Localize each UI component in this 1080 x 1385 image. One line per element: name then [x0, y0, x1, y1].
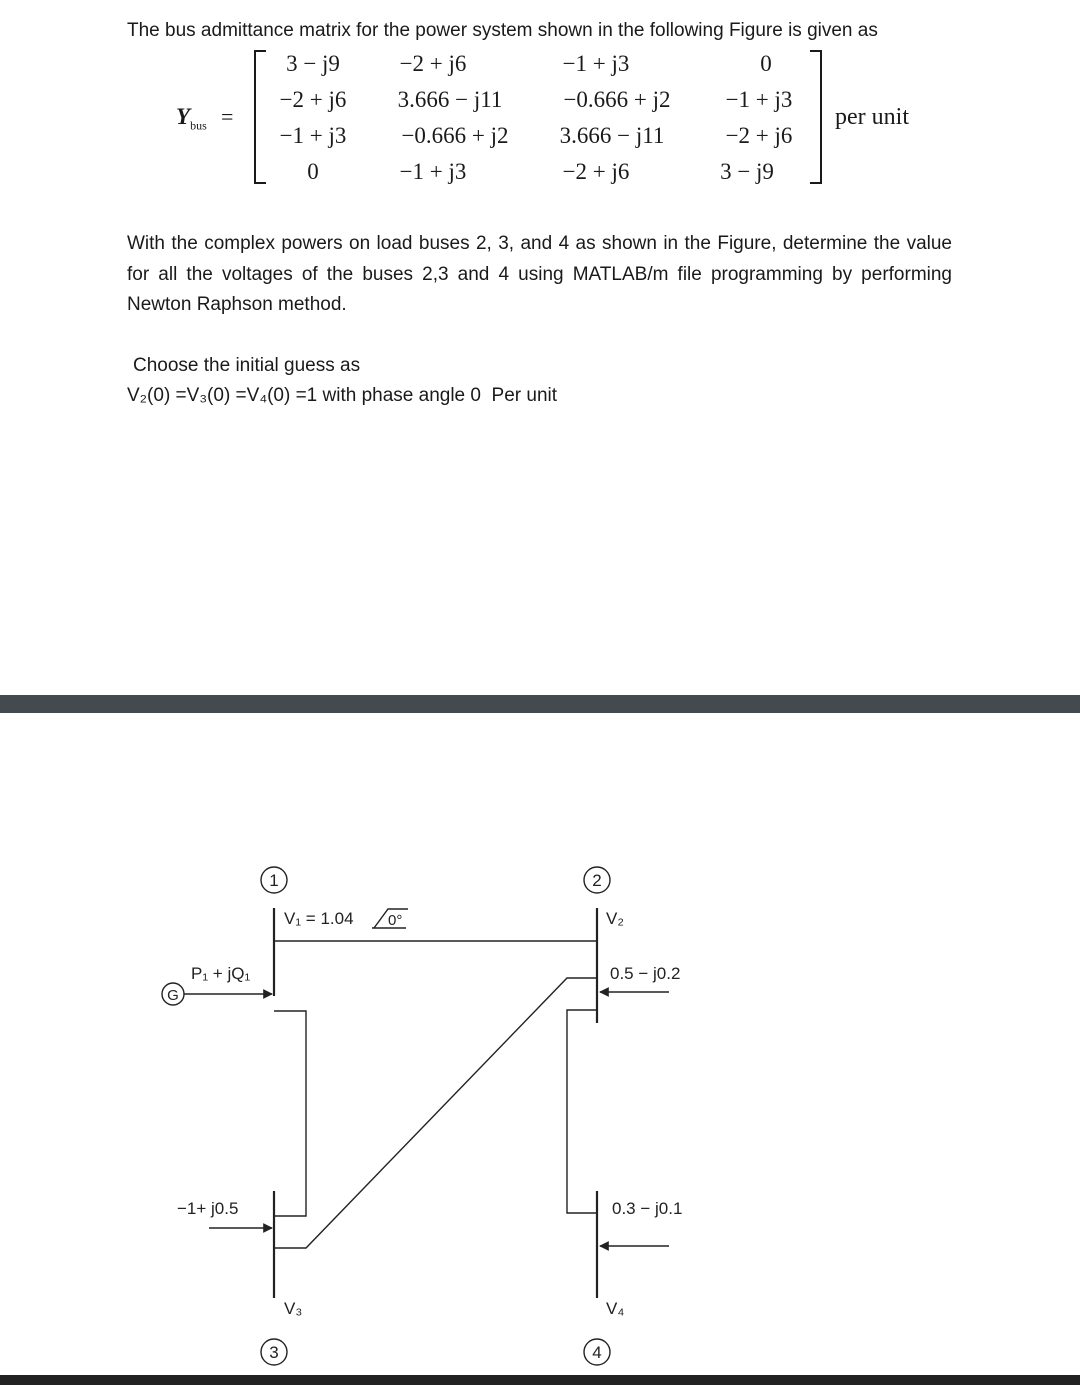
power-system-diagram — [0, 713, 1080, 1375]
matrix-cell: 3.666 − j11 — [559, 123, 665, 148]
matrix-cell: −0.666 + j2 — [401, 123, 509, 148]
initial-guess-line — [127, 385, 557, 407]
intro-text: The bus admittance matrix for the power system shown in the following Figure is given as — [127, 20, 878, 41]
equals-sign: = — [221, 104, 234, 129]
matrix-cell: 3 − j9 — [720, 159, 774, 184]
matrix-cell: −1 + j3 — [399, 159, 467, 184]
bus-4-number: 4 — [592, 1343, 602, 1362]
matrix-cell: −2 + j6 — [562, 159, 630, 184]
bus-3-number: 3 — [269, 1343, 279, 1362]
generator-label: G — [167, 987, 179, 1004]
question-paragraph: With the complex powers on load buses 2, 3, and 4 as shown in the Figure, determine the value for all the voltages of the buses 2,3 and 4 using MATLAB/m file programming by performing Newton Raphson method. — [127, 233, 952, 315]
load-3-label: −1+ j0.5 — [177, 1199, 239, 1218]
matrix-cell: −2 + j6 — [725, 123, 793, 148]
page-separator — [0, 695, 1080, 713]
matrix-cell: −2 + j6 — [399, 51, 467, 76]
left-bracket — [254, 50, 266, 184]
matrix-cell: −1 + j3 — [725, 87, 793, 112]
matrix-unit: per unit — [835, 104, 909, 130]
ybus-subscript: bus — [190, 118, 207, 133]
matrix-cell: 3.666 − j11 — [397, 87, 503, 112]
initial-guess-values: V₂(0) =V₃(0) =V₄(0) =1 with phase angle 0 — [127, 385, 481, 406]
initial-guess-unit: Per unit — [491, 385, 558, 406]
line-2-3 — [274, 978, 597, 1248]
matrix-cell: 0 — [760, 51, 772, 76]
v4-label: V₄ — [606, 1299, 625, 1318]
v1-label: V₁ = 1.04 — [284, 909, 354, 928]
matrix-cell: 0 — [307, 159, 319, 184]
matrix-cell: −1 + j3 — [562, 51, 630, 76]
line-2-4 — [567, 1010, 597, 1213]
v2-label: V₂ — [606, 909, 624, 928]
v1-angle: 0° — [388, 912, 403, 929]
matrix-cell: −1 + j3 — [279, 123, 347, 148]
matrix-cell: 3 − j9 — [286, 51, 340, 76]
v3-label: V₃ — [284, 1299, 303, 1318]
bus-1-number: 1 — [269, 871, 279, 890]
matrix-cell: −0.666 + j2 — [563, 87, 671, 112]
line-1-3 — [274, 1011, 306, 1216]
right-bracket — [810, 50, 822, 184]
generator-power-label: P₁ + jQ₁ — [191, 964, 251, 983]
ybus-matrix — [0, 0, 1080, 200]
bottom-edge-bar — [0, 1375, 1080, 1385]
initial-guess-label: Choose the initial guess as — [133, 355, 361, 376]
load-2-label: 0.5 − j0.2 — [610, 964, 681, 983]
load-4-label: 0.3 − j0.1 — [612, 1199, 683, 1218]
matrix-cell: −2 + j6 — [279, 87, 347, 112]
ybus-symbol: Y — [176, 104, 191, 129]
bus-2-number: 2 — [592, 871, 602, 890]
ybus-label — [176, 104, 207, 134]
